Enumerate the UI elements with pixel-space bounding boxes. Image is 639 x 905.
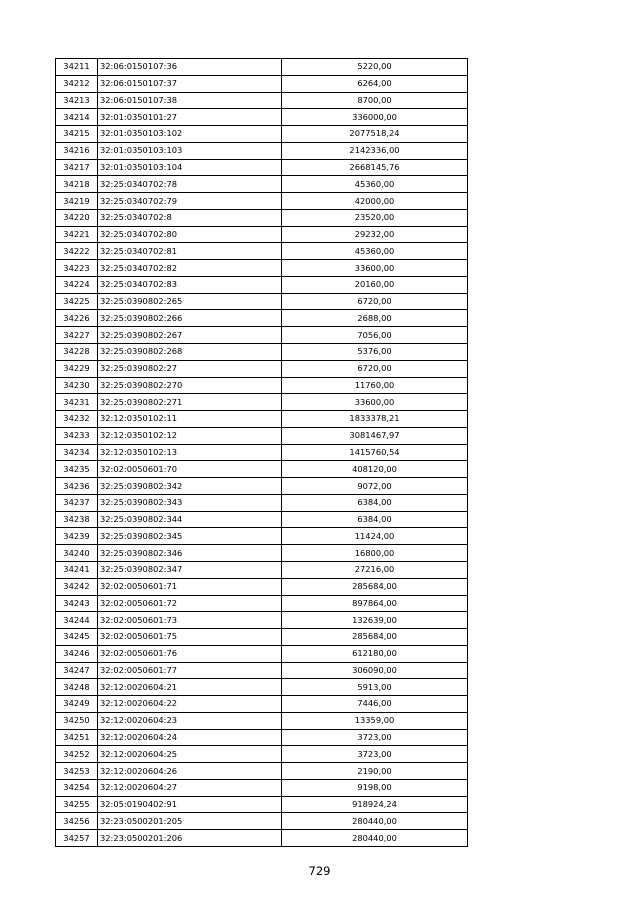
value-cell: 1833378,21 [282,411,468,428]
value-cell: 918924,24 [282,796,468,813]
value-cell: 6264,00 [282,75,468,92]
cadastral-number-cell: 32:25:0340702:79 [98,193,282,210]
cadastral-number-cell: 32:06:0150107:36 [98,59,282,76]
table-row [56,494,468,511]
cadastral-number-cell: 32:25:0390802:342 [98,478,282,495]
row-number-cell: 34211 [56,59,98,76]
table-row [56,746,468,763]
cadastral-number-cell: 32:25:0340702:82 [98,260,282,277]
row-number-cell: 34212 [56,75,98,92]
row-number-cell: 34238 [56,511,98,528]
cadastral-number-cell: 32:05:0190402:91 [98,796,282,813]
cadastral-number-cell: 32:01:0350103:104 [98,159,282,176]
value-cell: 42000,00 [282,193,468,210]
cadastral-number-cell: 32:25:0340702:8 [98,209,282,226]
row-number-cell: 34254 [56,779,98,796]
table-row [56,109,468,126]
row-number-cell: 34243 [56,595,98,612]
cadastral-number-cell: 32:02:0050601:73 [98,612,282,629]
cadastral-number-cell: 32:12:0020604:25 [98,746,282,763]
row-number-cell: 34250 [56,712,98,729]
table-row [56,394,468,411]
table-body [56,59,468,847]
row-number-cell: 34253 [56,763,98,780]
row-number-cell: 34257 [56,830,98,847]
table-row [56,461,468,478]
cadastral-number-cell: 32:25:0390802:347 [98,561,282,578]
row-number-cell: 34225 [56,293,98,310]
cadastral-number-cell: 32:25:0390802:345 [98,528,282,545]
table-row [56,159,468,176]
table-row [56,142,468,159]
cadastral-number-cell: 32:25:0390802:265 [98,293,282,310]
row-number-cell: 34237 [56,494,98,511]
row-number-cell: 34255 [56,796,98,813]
table-row [56,209,468,226]
cadastral-number-cell: 32:25:0390802:270 [98,377,282,394]
row-number-cell: 34217 [56,159,98,176]
value-cell: 5913,00 [282,679,468,696]
value-cell: 612180,00 [282,645,468,662]
value-cell: 8700,00 [282,92,468,109]
cadastral-number-cell: 32:06:0150107:38 [98,92,282,109]
value-cell: 6384,00 [282,494,468,511]
row-number-cell: 34234 [56,444,98,461]
value-cell: 11760,00 [282,377,468,394]
table-row [56,444,468,461]
row-number-cell: 34231 [56,394,98,411]
cadastral-number-cell: 32:01:0350103:102 [98,126,282,143]
value-cell: 2668145,76 [282,159,468,176]
table-row [56,595,468,612]
cadastral-number-cell: 32:25:0390802:268 [98,344,282,361]
table-row [56,59,468,76]
cadastral-number-cell: 32:25:0340702:83 [98,276,282,293]
row-number-cell: 34224 [56,276,98,293]
table-row [56,377,468,394]
row-number-cell: 34244 [56,612,98,629]
cadastral-number-cell: 32:12:0020604:26 [98,763,282,780]
value-cell: 7446,00 [282,696,468,713]
cadastral-number-cell: 32:25:0390802:266 [98,310,282,327]
cadastral-number-cell: 32:02:0050601:75 [98,629,282,646]
cadastral-number-cell: 32:25:0390802:346 [98,545,282,562]
row-number-cell: 34232 [56,411,98,428]
value-cell: 3723,00 [282,746,468,763]
table-row [56,243,468,260]
cadastral-number-cell: 32:25:0390802:343 [98,494,282,511]
value-cell: 6720,00 [282,360,468,377]
row-number-cell: 34220 [56,209,98,226]
value-cell: 9072,00 [282,478,468,495]
value-cell: 7056,00 [282,327,468,344]
row-number-cell: 34248 [56,679,98,696]
value-cell: 285684,00 [282,629,468,646]
row-number-cell: 34218 [56,176,98,193]
cadastral-number-cell: 32:02:0050601:76 [98,645,282,662]
row-number-cell: 34222 [56,243,98,260]
cadastral-number-cell: 32:12:0020604:27 [98,779,282,796]
cadastral-number-cell: 32:12:0020604:24 [98,729,282,746]
row-number-cell: 34216 [56,142,98,159]
cadastral-number-cell: 32:12:0350102:13 [98,444,282,461]
table-row [56,226,468,243]
value-cell: 2077518,24 [282,126,468,143]
cadastral-number-cell: 32:02:0050601:72 [98,595,282,612]
value-cell: 27216,00 [282,561,468,578]
row-number-cell: 34226 [56,310,98,327]
value-cell: 20160,00 [282,276,468,293]
table-row [56,561,468,578]
value-cell: 5376,00 [282,344,468,361]
cadastral-number-cell: 32:12:0350102:12 [98,427,282,444]
cadastral-number-cell: 32:12:0020604:22 [98,696,282,713]
value-cell: 2190,00 [282,763,468,780]
value-cell: 13359,00 [282,712,468,729]
table-row [56,830,468,847]
table-row [56,411,468,428]
cadastral-number-cell: 32:23:0500201:205 [98,813,282,830]
value-cell: 45360,00 [282,176,468,193]
row-number-cell: 34239 [56,528,98,545]
table-row [56,193,468,210]
value-cell: 33600,00 [282,260,468,277]
value-cell: 408120,00 [282,461,468,478]
value-cell: 285684,00 [282,578,468,595]
table-row [56,629,468,646]
table-row [56,612,468,629]
row-number-cell: 34223 [56,260,98,277]
cadastral-number-cell: 32:12:0020604:21 [98,679,282,696]
table-row [56,75,468,92]
table-row [56,310,468,327]
value-cell: 3723,00 [282,729,468,746]
cadastral-number-cell: 32:01:0350103:103 [98,142,282,159]
cadastral-number-cell: 32:25:0340702:81 [98,243,282,260]
table-row [56,662,468,679]
table-row [56,511,468,528]
table-row [56,92,468,109]
cadastral-number-cell: 32:06:0150107:37 [98,75,282,92]
row-number-cell: 34214 [56,109,98,126]
value-cell: 3081467,97 [282,427,468,444]
cadastral-number-cell: 32:25:0390802:344 [98,511,282,528]
row-number-cell: 34246 [56,645,98,662]
row-number-cell: 34221 [56,226,98,243]
row-number-cell: 34249 [56,696,98,713]
row-number-cell: 34241 [56,561,98,578]
table-row [56,679,468,696]
value-cell: 5220,00 [282,59,468,76]
value-cell: 11424,00 [282,528,468,545]
value-cell: 132639,00 [282,612,468,629]
value-cell: 336000,00 [282,109,468,126]
table-row [56,293,468,310]
table-row [56,327,468,344]
row-number-cell: 34213 [56,92,98,109]
row-number-cell: 34228 [56,344,98,361]
cadastral-number-cell: 32:02:0050601:77 [98,662,282,679]
table-row [56,645,468,662]
page-number: 729 [308,864,331,878]
table-row [56,427,468,444]
row-number-cell: 34247 [56,662,98,679]
cadastral-number-cell: 32:02:0050601:71 [98,578,282,595]
value-cell: 33600,00 [282,394,468,411]
cadastral-number-cell: 32:02:0050601:70 [98,461,282,478]
row-number-cell: 34256 [56,813,98,830]
table-row [56,260,468,277]
value-cell: 23520,00 [282,209,468,226]
value-cell: 6720,00 [282,293,468,310]
value-cell: 280440,00 [282,813,468,830]
table-row [56,360,468,377]
row-number-cell: 34252 [56,746,98,763]
row-number-cell: 34215 [56,126,98,143]
table-row [56,545,468,562]
cadastral-number-cell: 32:12:0350102:11 [98,411,282,428]
cadastral-number-cell: 32:23:0500201:206 [98,830,282,847]
table-row [56,763,468,780]
row-number-cell: 34235 [56,461,98,478]
table-row [56,478,468,495]
row-number-cell: 34219 [56,193,98,210]
cadastral-number-cell: 32:25:0390802:271 [98,394,282,411]
row-number-cell: 34242 [56,578,98,595]
value-cell: 2142336,00 [282,142,468,159]
cadastral-value-table [55,58,468,847]
table-row [56,176,468,193]
cadastral-number-cell: 32:12:0020604:23 [98,712,282,729]
row-number-cell: 34233 [56,427,98,444]
value-cell: 16800,00 [282,545,468,562]
value-cell: 306090,00 [282,662,468,679]
table-row [56,126,468,143]
table-row [56,779,468,796]
cadastral-number-cell: 32:25:0390802:27 [98,360,282,377]
row-number-cell: 34236 [56,478,98,495]
value-cell: 29232,00 [282,226,468,243]
table-row [56,696,468,713]
value-cell: 45360,00 [282,243,468,260]
cadastral-number-cell: 32:25:0340702:78 [98,176,282,193]
row-number-cell: 34227 [56,327,98,344]
table-row [56,729,468,746]
value-cell: 9198,00 [282,779,468,796]
value-cell: 6384,00 [282,511,468,528]
row-number-cell: 34230 [56,377,98,394]
row-number-cell: 34245 [56,629,98,646]
cadastral-number-cell: 32:25:0390802:267 [98,327,282,344]
value-cell: 897864,00 [282,595,468,612]
value-cell: 280440,00 [282,830,468,847]
value-cell: 1415760,54 [282,444,468,461]
table-row [56,813,468,830]
table-row [56,344,468,361]
value-cell: 2688,00 [282,310,468,327]
cadastral-number-cell: 32:25:0340702:80 [98,226,282,243]
row-number-cell: 34229 [56,360,98,377]
table-row [56,528,468,545]
table-row [56,578,468,595]
table-row [56,796,468,813]
cadastral-number-cell: 32:01:0350101:27 [98,109,282,126]
table-row [56,712,468,729]
table-row [56,276,468,293]
row-number-cell: 34251 [56,729,98,746]
row-number-cell: 34240 [56,545,98,562]
